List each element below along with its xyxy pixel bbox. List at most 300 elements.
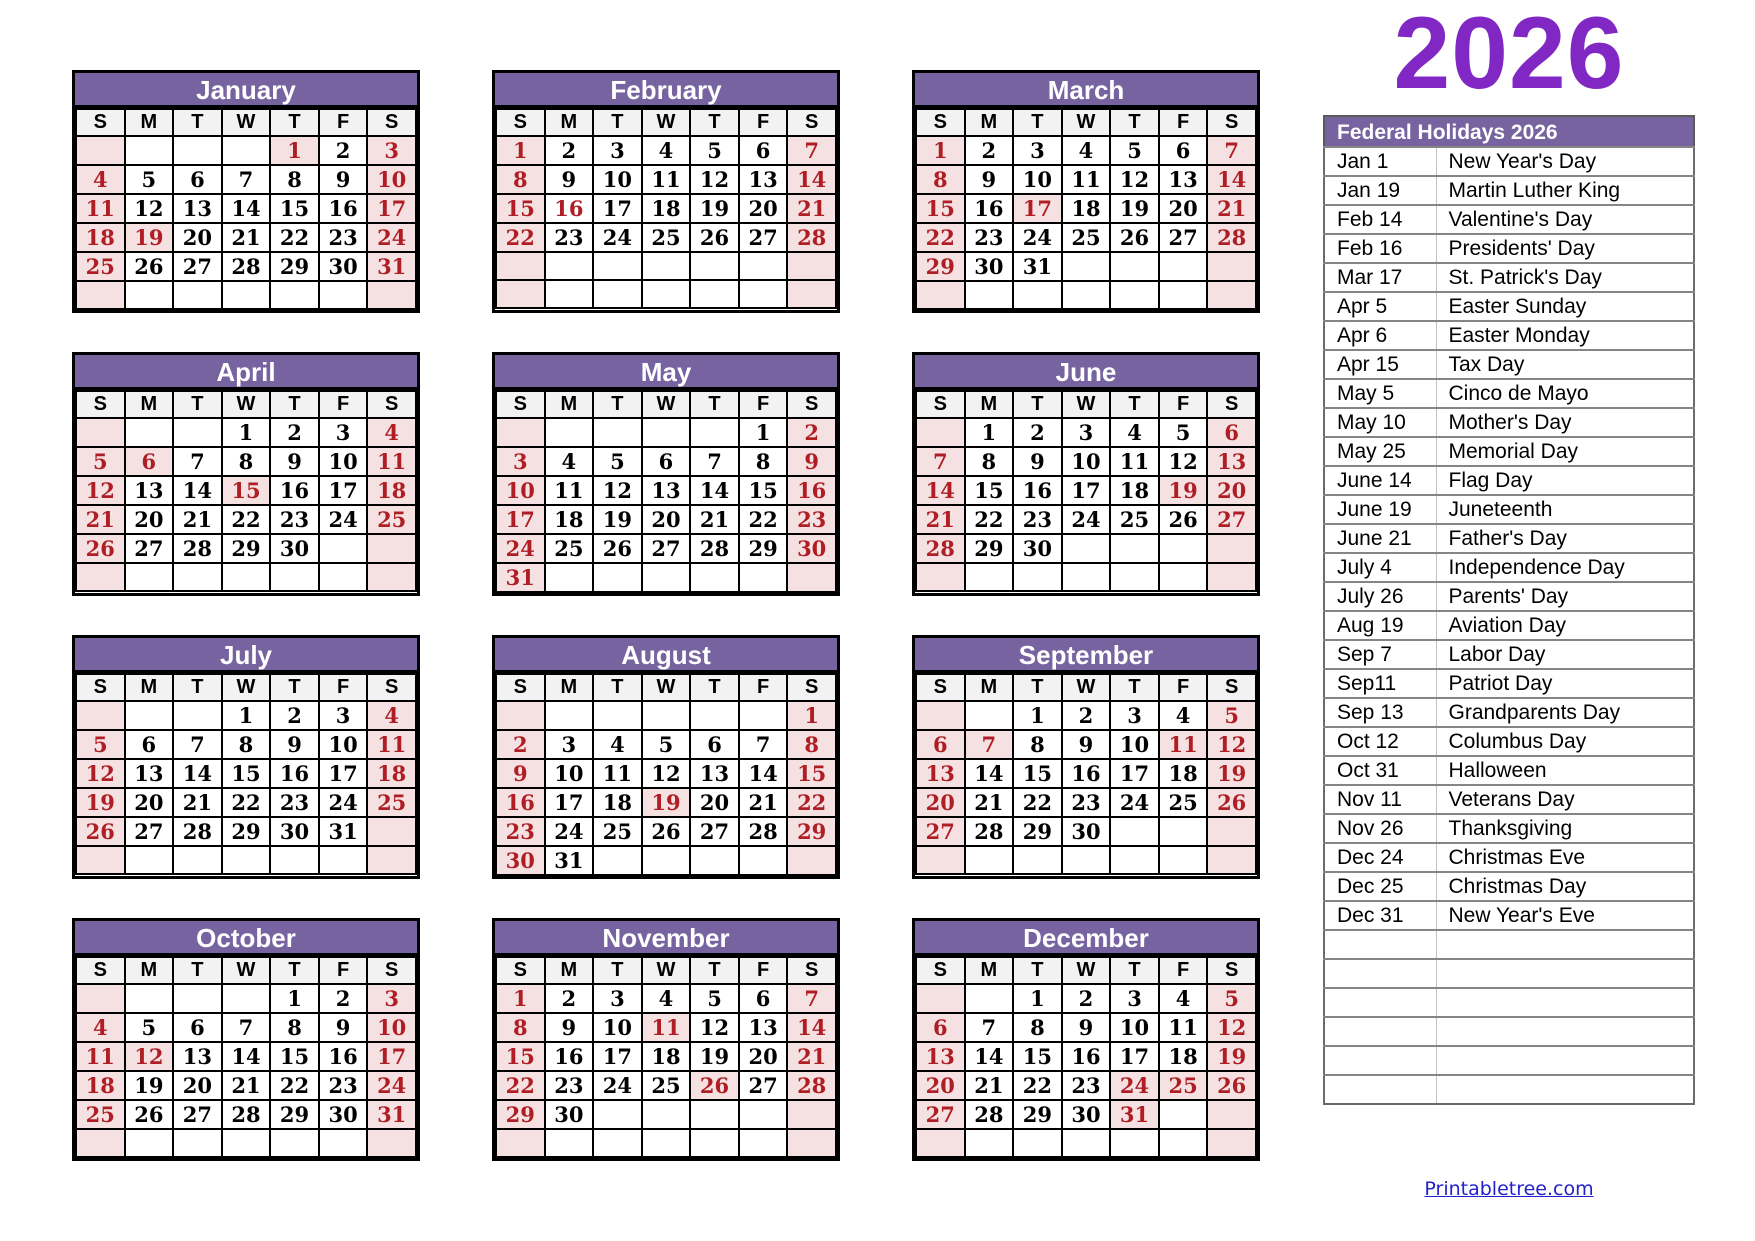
day-cell: 25 [642, 223, 691, 252]
week-row [496, 1100, 836, 1129]
day-cell: 13 [739, 1013, 788, 1042]
day-cell [270, 281, 319, 309]
day-cell: 31 [367, 252, 416, 281]
day-cell [545, 1129, 594, 1157]
day-cell [1110, 817, 1159, 846]
week-row [496, 701, 836, 730]
day-cell: 4 [1110, 418, 1159, 447]
day-cell [367, 846, 416, 874]
day-cell [787, 1100, 836, 1129]
day-cell: 23 [787, 505, 836, 534]
day-cell: 17 [1110, 1042, 1159, 1071]
day-cell [1110, 281, 1159, 309]
day-cell [125, 1129, 174, 1157]
month-august [492, 635, 840, 879]
day-cell: 30 [270, 817, 319, 846]
weekday-header-cell: T [1110, 109, 1159, 136]
week-row [76, 1013, 416, 1042]
month-grid [75, 390, 417, 592]
day-cell: 11 [1159, 1013, 1208, 1042]
weekday-header-cell: W [1062, 391, 1111, 418]
holiday-name: Mother's Day [1436, 408, 1694, 437]
day-cell [496, 280, 545, 308]
day-cell [916, 563, 965, 591]
day-cell: 8 [222, 730, 271, 759]
holiday-name: Veterans Day [1436, 785, 1694, 814]
day-cell [270, 1129, 319, 1157]
day-cell: 15 [1013, 759, 1062, 788]
month-grid [495, 108, 837, 309]
week-row [496, 280, 836, 308]
day-cell [367, 817, 416, 846]
weekday-header-cell: W [642, 957, 691, 984]
month-title: November [495, 921, 837, 956]
day-cell: 1 [222, 418, 271, 447]
day-cell: 13 [173, 1042, 222, 1071]
holiday-date: July 26 [1324, 582, 1436, 611]
day-cell: 12 [1207, 730, 1256, 759]
day-cell: 21 [916, 505, 965, 534]
week-row [496, 476, 836, 505]
weekday-header-cell: S [1207, 957, 1256, 984]
day-cell: 2 [1062, 701, 1111, 730]
day-cell: 28 [173, 534, 222, 563]
day-cell [965, 563, 1014, 591]
day-cell [1062, 846, 1111, 874]
day-cell: 22 [222, 505, 271, 534]
day-cell [1110, 252, 1159, 281]
week-row [496, 1042, 836, 1071]
day-cell [642, 418, 691, 447]
day-cell: 23 [270, 788, 319, 817]
day-cell [787, 846, 836, 875]
holiday-name-empty [1436, 988, 1694, 1017]
holiday-row [1324, 524, 1694, 553]
day-cell: 15 [270, 1042, 319, 1071]
weekday-header-cell: W [1062, 109, 1111, 136]
holiday-row [1324, 814, 1694, 843]
day-cell: 3 [1062, 418, 1111, 447]
day-cell [1207, 817, 1256, 846]
day-cell: 29 [270, 252, 319, 281]
weekday-header-cell: T [593, 109, 642, 136]
day-cell [739, 701, 788, 730]
weekday-header-row [916, 674, 1256, 701]
day-cell: 12 [1159, 447, 1208, 476]
day-cell [1110, 534, 1159, 563]
day-cell: 13 [125, 759, 174, 788]
day-cell: 24 [367, 1071, 416, 1100]
weekday-header-row [496, 957, 836, 984]
day-cell [222, 846, 271, 874]
holiday-row [1324, 292, 1694, 321]
day-cell: 27 [739, 223, 788, 252]
weekday-header-cell: T [1013, 674, 1062, 701]
holiday-row [1324, 408, 1694, 437]
holiday-name: Juneteenth [1436, 495, 1694, 524]
weekday-header-cell: S [367, 109, 416, 136]
holiday-date: Apr 5 [1324, 292, 1436, 321]
day-cell: 14 [173, 759, 222, 788]
day-cell [965, 281, 1014, 309]
holiday-date: June 14 [1324, 466, 1436, 495]
day-cell: 26 [1110, 223, 1159, 252]
day-cell: 12 [690, 165, 739, 194]
week-row [496, 984, 836, 1013]
day-cell [593, 252, 642, 280]
day-cell: 28 [222, 1100, 271, 1129]
week-row [496, 1071, 836, 1100]
day-cell: 30 [496, 846, 545, 875]
day-cell: 15 [916, 194, 965, 223]
weekday-header-cell: W [222, 391, 271, 418]
day-cell [270, 563, 319, 591]
day-cell: 25 [367, 788, 416, 817]
weekday-header-row [496, 109, 836, 136]
weekday-header-cell: T [270, 957, 319, 984]
week-row [916, 447, 1256, 476]
week-row [76, 563, 416, 591]
day-cell: 26 [125, 252, 174, 281]
day-cell: 14 [222, 1042, 271, 1071]
day-cell: 18 [1062, 194, 1111, 223]
weekday-header-cell: W [642, 109, 691, 136]
day-cell: 14 [965, 759, 1014, 788]
day-cell: 31 [496, 563, 545, 592]
day-cell [319, 281, 368, 309]
day-cell: 13 [125, 476, 174, 505]
day-cell [173, 846, 222, 874]
day-cell: 5 [1207, 701, 1256, 730]
day-cell: 31 [545, 846, 594, 875]
month-january [72, 70, 420, 313]
holiday-date: Aug 19 [1324, 611, 1436, 640]
day-cell [1207, 563, 1256, 591]
day-cell: 23 [1062, 1071, 1111, 1100]
day-cell [222, 281, 271, 309]
day-cell: 16 [270, 759, 319, 788]
federal-holidays-panel [1323, 115, 1695, 1105]
day-cell: 15 [787, 759, 836, 788]
weekday-header-cell: F [319, 391, 368, 418]
day-cell: 29 [739, 534, 788, 563]
day-cell [690, 1100, 739, 1129]
day-cell: 3 [367, 984, 416, 1013]
month-title: July [75, 638, 417, 673]
day-cell: 17 [319, 759, 368, 788]
holiday-date: Sep 13 [1324, 698, 1436, 727]
weekday-header-row [916, 391, 1256, 418]
day-cell [642, 846, 691, 875]
day-cell: 30 [965, 252, 1014, 281]
day-cell: 26 [593, 534, 642, 563]
day-cell: 8 [739, 447, 788, 476]
day-cell: 14 [787, 1013, 836, 1042]
day-cell: 7 [787, 984, 836, 1013]
day-cell [1062, 281, 1111, 309]
day-cell: 25 [367, 505, 416, 534]
day-cell: 6 [1207, 418, 1256, 447]
day-cell [690, 280, 739, 308]
holiday-date: Apr 6 [1324, 321, 1436, 350]
day-cell: 12 [593, 476, 642, 505]
day-cell: 19 [1110, 194, 1159, 223]
day-cell [319, 563, 368, 591]
day-cell: 6 [690, 730, 739, 759]
week-row [496, 447, 836, 476]
day-cell [496, 252, 545, 280]
day-cell: 10 [319, 730, 368, 759]
day-cell: 24 [367, 223, 416, 252]
day-cell: 27 [642, 534, 691, 563]
holiday-row [1324, 872, 1694, 901]
holiday-name: Memorial Day [1436, 437, 1694, 466]
holiday-name: Aviation Day [1436, 611, 1694, 640]
day-cell: 6 [642, 447, 691, 476]
holiday-date: Oct 12 [1324, 727, 1436, 756]
day-cell [916, 281, 965, 309]
week-row [76, 165, 416, 194]
day-cell: 16 [319, 194, 368, 223]
day-cell: 4 [367, 418, 416, 447]
day-cell: 24 [496, 534, 545, 563]
day-cell [593, 1129, 642, 1157]
day-cell [1159, 846, 1208, 874]
day-cell [965, 701, 1014, 730]
week-row [76, 846, 416, 874]
day-cell: 18 [76, 223, 125, 252]
day-cell: 9 [545, 1013, 594, 1042]
day-cell: 24 [319, 788, 368, 817]
day-cell [1062, 563, 1111, 591]
day-cell: 24 [1110, 788, 1159, 817]
day-cell [1110, 846, 1159, 874]
day-cell: 25 [642, 1071, 691, 1100]
day-cell: 22 [496, 1071, 545, 1100]
day-cell [593, 846, 642, 875]
day-cell [545, 280, 594, 308]
week-row [76, 759, 416, 788]
day-cell: 17 [1110, 759, 1159, 788]
week-row [916, 223, 1256, 252]
holiday-row [1324, 379, 1694, 408]
day-cell: 11 [642, 1013, 691, 1042]
day-cell: 22 [916, 223, 965, 252]
month-grid [495, 956, 837, 1158]
day-cell [690, 252, 739, 280]
weekday-header-cell: T [690, 674, 739, 701]
day-cell: 20 [173, 1071, 222, 1100]
day-cell: 21 [739, 788, 788, 817]
day-cell [1159, 1129, 1208, 1157]
week-row [496, 1013, 836, 1042]
day-cell [690, 418, 739, 447]
holiday-row [1324, 640, 1694, 669]
holiday-date: May 25 [1324, 437, 1436, 466]
day-cell: 2 [965, 136, 1014, 165]
day-cell: 28 [222, 252, 271, 281]
holiday-row [1324, 698, 1694, 727]
day-cell: 4 [1159, 701, 1208, 730]
day-cell: 16 [965, 194, 1014, 223]
day-cell [496, 1129, 545, 1157]
day-cell: 10 [593, 165, 642, 194]
day-cell: 23 [319, 223, 368, 252]
day-cell [1207, 846, 1256, 874]
week-row [496, 1129, 836, 1157]
day-cell: 6 [916, 1013, 965, 1042]
day-cell: 28 [739, 817, 788, 846]
day-cell [496, 418, 545, 447]
day-cell: 6 [916, 730, 965, 759]
month-title: October [75, 921, 417, 956]
day-cell [76, 701, 125, 730]
day-cell: 5 [1159, 418, 1208, 447]
holiday-name-empty [1436, 959, 1694, 988]
week-row [76, 194, 416, 223]
day-cell: 18 [593, 788, 642, 817]
day-cell [593, 563, 642, 592]
day-cell [642, 280, 691, 308]
holiday-date: June 21 [1324, 524, 1436, 553]
week-row [496, 223, 836, 252]
week-row [916, 984, 1256, 1013]
weekday-header-cell: T [690, 109, 739, 136]
weekday-header-cell: W [1062, 957, 1111, 984]
day-cell: 28 [965, 1100, 1014, 1129]
weekday-header-cell: S [367, 674, 416, 701]
day-cell: 28 [173, 817, 222, 846]
week-row [916, 534, 1256, 563]
holiday-row [1324, 756, 1694, 785]
day-cell: 12 [76, 759, 125, 788]
day-cell: 27 [916, 1100, 965, 1129]
day-cell: 4 [593, 730, 642, 759]
week-row [76, 817, 416, 846]
holiday-name: Christmas Eve [1436, 843, 1694, 872]
day-cell: 9 [545, 165, 594, 194]
day-cell [1062, 252, 1111, 281]
day-cell [1110, 563, 1159, 591]
day-cell [125, 136, 174, 165]
day-cell [173, 281, 222, 309]
weekday-header-cell: T [1013, 957, 1062, 984]
day-cell: 29 [222, 817, 271, 846]
weekday-header-cell: S [367, 957, 416, 984]
day-cell: 24 [1013, 223, 1062, 252]
weekday-header-cell: F [739, 957, 788, 984]
weekday-header-cell: M [545, 391, 594, 418]
holiday-name-empty [1436, 1046, 1694, 1075]
day-cell: 9 [1013, 447, 1062, 476]
day-cell: 14 [173, 476, 222, 505]
day-cell: 27 [1207, 505, 1256, 534]
holiday-date: Oct 31 [1324, 756, 1436, 785]
holiday-date: Mar 17 [1324, 263, 1436, 292]
day-cell: 11 [367, 730, 416, 759]
day-cell: 15 [270, 194, 319, 223]
week-row [76, 788, 416, 817]
day-cell: 11 [1110, 447, 1159, 476]
day-cell: 5 [642, 730, 691, 759]
day-cell: 21 [173, 788, 222, 817]
day-cell [642, 563, 691, 592]
holiday-name: Easter Sunday [1436, 292, 1694, 321]
week-row [496, 418, 836, 447]
holiday-date: Nov 11 [1324, 785, 1436, 814]
day-cell: 10 [319, 447, 368, 476]
day-cell: 30 [319, 1100, 368, 1129]
holiday-date-empty [1324, 959, 1436, 988]
holiday-row [1324, 669, 1694, 698]
day-cell: 25 [593, 817, 642, 846]
day-cell: 24 [593, 1071, 642, 1100]
day-cell: 30 [319, 252, 368, 281]
day-cell: 5 [1110, 136, 1159, 165]
day-cell: 2 [1062, 984, 1111, 1013]
day-cell: 4 [367, 701, 416, 730]
day-cell: 17 [545, 788, 594, 817]
day-cell [319, 534, 368, 563]
month-october [72, 918, 420, 1161]
day-cell: 9 [787, 447, 836, 476]
day-cell: 20 [916, 1071, 965, 1100]
holiday-empty-row [1324, 988, 1694, 1017]
printabletree-link[interactable]: Printabletree.com [1424, 1178, 1594, 1200]
day-cell: 6 [173, 1013, 222, 1042]
week-row [76, 1042, 416, 1071]
month-april [72, 352, 420, 596]
day-cell: 31 [367, 1100, 416, 1129]
day-cell [76, 281, 125, 309]
day-cell: 16 [787, 476, 836, 505]
day-cell: 26 [690, 1071, 739, 1100]
day-cell: 15 [496, 194, 545, 223]
day-cell: 9 [270, 730, 319, 759]
day-cell: 25 [1159, 788, 1208, 817]
day-cell: 8 [222, 447, 271, 476]
day-cell [787, 280, 836, 308]
week-row [916, 165, 1256, 194]
weekday-header-cell: M [965, 109, 1014, 136]
day-cell: 1 [1013, 984, 1062, 1013]
day-cell: 26 [1159, 505, 1208, 534]
day-cell: 20 [642, 505, 691, 534]
weekday-header-cell: F [739, 391, 788, 418]
day-cell: 22 [965, 505, 1014, 534]
day-cell: 21 [222, 1071, 271, 1100]
holiday-date: Jan 1 [1324, 147, 1436, 176]
day-cell: 10 [1110, 730, 1159, 759]
day-cell: 24 [1110, 1071, 1159, 1100]
day-cell [916, 1129, 965, 1157]
week-row [76, 252, 416, 281]
weekday-header-cell: W [222, 957, 271, 984]
weekday-header-cell: T [1110, 391, 1159, 418]
holiday-date-empty [1324, 930, 1436, 959]
day-cell: 15 [1013, 1042, 1062, 1071]
week-row [916, 846, 1256, 874]
day-cell: 20 [125, 505, 174, 534]
day-cell: 5 [76, 730, 125, 759]
day-cell: 19 [125, 223, 174, 252]
day-cell: 21 [787, 1042, 836, 1071]
day-cell [690, 846, 739, 875]
day-cell: 17 [1013, 194, 1062, 223]
weekday-header-cell: M [965, 391, 1014, 418]
day-cell: 28 [1207, 223, 1256, 252]
day-cell [319, 1129, 368, 1157]
